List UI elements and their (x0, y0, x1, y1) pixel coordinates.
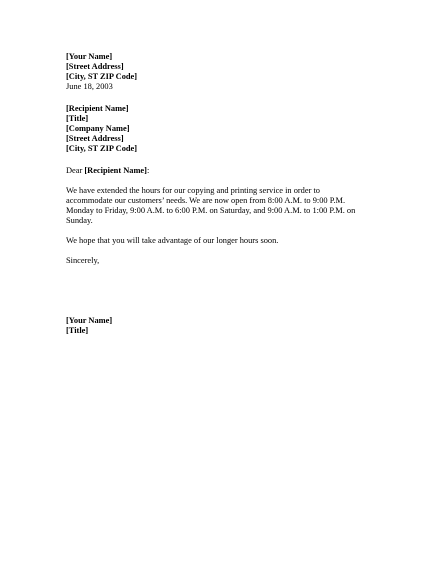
sender-name: [Your Name] (66, 52, 113, 61)
signature-block (66, 316, 366, 336)
salutation-suffix: : (146, 166, 150, 175)
body-line: Monday to Friday, 9:00 A.M. to 6:00 P.M. on Saturday, and 9:00 A.M. to 1:00 P.M. on (66, 206, 356, 215)
salutation-name: [Recipient Name] (84, 166, 147, 175)
body-line: accommodate our customers’ needs. We are now open from 8:00 A.M. to 9:00 P.M. (66, 196, 346, 205)
sender-city: [City, ST ZIP Code] (66, 72, 138, 81)
recipient-name: [Recipient Name] (66, 104, 129, 113)
signature-title: [Title] (66, 326, 89, 335)
letter-date: June 18, 2003 (66, 82, 113, 91)
body-paragraph-1 (66, 186, 366, 226)
letter (66, 52, 366, 336)
recipient-city: [City, ST ZIP Code] (66, 144, 138, 153)
salutation-prefix: Dear (66, 166, 85, 175)
salutation (66, 166, 366, 176)
signature-name: [Your Name] (66, 316, 113, 325)
closing: Sincerely, (66, 256, 100, 265)
body-line: We have extended the hours for our copying and printing service in order to (66, 186, 320, 195)
recipient-block (66, 104, 366, 154)
sender-block (66, 52, 366, 92)
recipient-street: [Street Address] (66, 134, 124, 143)
sender-street: [Street Address] (66, 62, 124, 71)
recipient-company: [Company Name] (66, 124, 130, 133)
body-paragraph-2: We hope that you will take advantage of our longer hours soon. (66, 236, 279, 245)
recipient-title: [Title] (66, 114, 89, 123)
body-line: Sunday. (66, 216, 93, 225)
